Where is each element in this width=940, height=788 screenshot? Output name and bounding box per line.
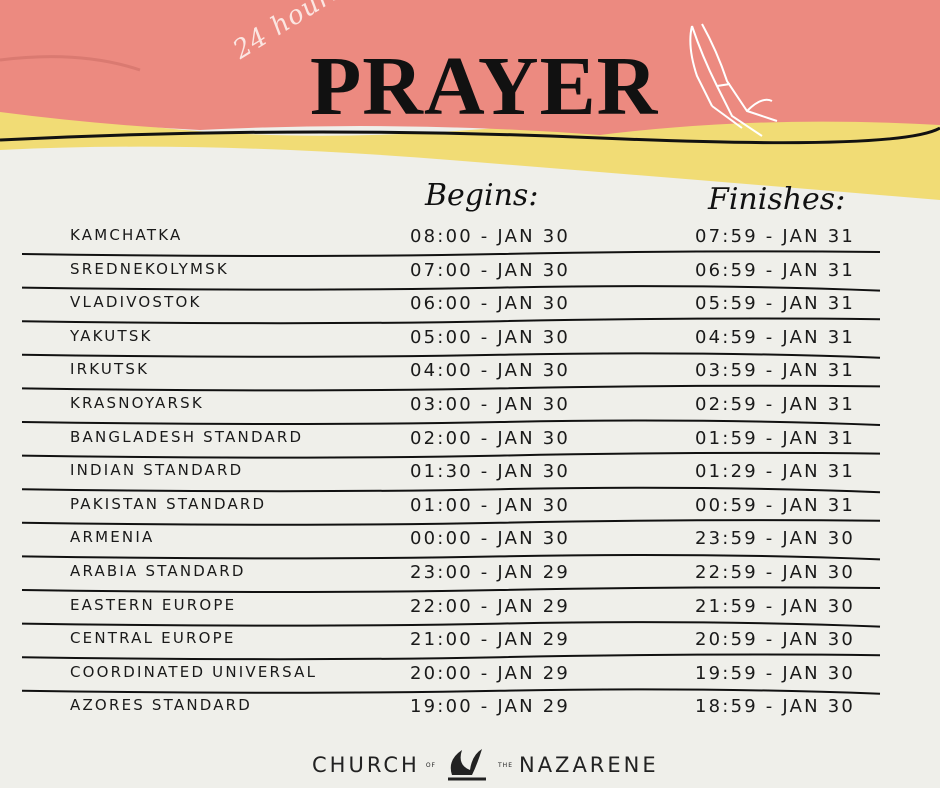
logo-text-of: OF	[425, 761, 437, 769]
begin-time: 22:00 - JAN 29	[410, 595, 571, 617]
table-row	[0, 629, 940, 659]
table-row	[0, 428, 940, 458]
finishes-column-header: Finishes:	[708, 182, 846, 217]
finish-time: 20:59 - JAN 30	[695, 629, 856, 651]
begins-column-header: Begins:	[425, 178, 539, 213]
table-row	[0, 293, 940, 323]
zone-name: YAKUTSK	[70, 326, 153, 345]
finish-time: 07:59 - JAN 31	[695, 226, 856, 247]
page-title: PRAYER	[310, 40, 659, 133]
zone-name: ARABIA STANDARD	[70, 562, 246, 580]
table-row	[0, 663, 940, 693]
begin-time: 23:00 - JAN 29	[410, 562, 571, 583]
finish-time: 23:59 - JAN 30	[695, 528, 856, 550]
table-row	[0, 394, 940, 424]
begin-time: 02:00 - JAN 30	[410, 427, 571, 449]
finish-time: 06:59 - JAN 31	[695, 259, 856, 281]
logo-text-church: CHURCH	[312, 753, 420, 777]
zone-name: BANGLADESH STANDARD	[70, 427, 304, 446]
begin-time: 00:00 - JAN 30	[410, 528, 571, 550]
begin-time: 21:00 - JAN 29	[410, 629, 571, 651]
finish-time: 01:59 - JAN 31	[695, 427, 856, 449]
zone-name: ARMENIA	[70, 528, 155, 547]
finish-time: 21:59 - JAN 30	[695, 595, 856, 617]
table-row	[0, 596, 940, 626]
zone-name: AZORES STANDARD	[70, 696, 253, 715]
begin-time: 05:00 - JAN 30	[410, 326, 571, 348]
zone-name: KAMCHATKA	[70, 226, 183, 244]
finish-time: 18:59 - JAN 30	[695, 696, 856, 718]
finish-time: 03:59 - JAN 31	[695, 360, 856, 382]
finish-time: 22:59 - JAN 30	[695, 562, 856, 583]
table-row	[0, 260, 940, 290]
finish-time: 02:59 - JAN 31	[695, 394, 856, 415]
table-row	[0, 562, 940, 592]
zone-name: EASTERN EUROPE	[70, 595, 237, 614]
table-row	[0, 461, 940, 491]
table-row	[0, 226, 940, 256]
begin-time: 20:00 - JAN 29	[410, 662, 571, 684]
begin-time: 06:00 - JAN 30	[410, 293, 571, 315]
begin-time: 08:00 - JAN 30	[410, 226, 571, 247]
finish-time: 00:59 - JAN 31	[695, 494, 856, 516]
logo-text-the: THE	[498, 761, 513, 769]
begin-time: 07:00 - JAN 30	[410, 259, 571, 281]
zone-name: INDIAN STANDARD	[70, 461, 244, 480]
praying-hands-icon	[672, 16, 787, 141]
zone-name: IRKUTSK	[70, 360, 150, 379]
church-logo	[312, 745, 659, 785]
finish-time: 19:59 - JAN 30	[695, 662, 856, 684]
begin-time: 04:00 - JAN 30	[410, 360, 571, 382]
flame-book-icon	[442, 745, 492, 785]
table-row	[0, 495, 940, 525]
zone-name: VLADIVOSTOK	[70, 293, 202, 312]
begin-time: 01:30 - JAN 30	[410, 461, 571, 483]
finish-time: 05:59 - JAN 31	[695, 293, 856, 315]
zone-name: KRASNOYARSK	[70, 394, 204, 412]
finish-time: 01:29 - JAN 31	[695, 461, 856, 483]
zone-name: PAKISTAN STANDARD	[70, 494, 267, 513]
finish-time: 04:59 - JAN 31	[695, 326, 856, 348]
zone-name: COORDINATED UNIVERSAL	[70, 662, 318, 681]
table-row	[0, 696, 940, 726]
logo-text-nazarene: NAZARENE	[518, 753, 659, 777]
zone-name: SREDNEKOLYMSK	[70, 259, 229, 278]
zone-name: CENTRAL EUROPE	[70, 629, 236, 648]
begin-time: 19:00 - JAN 29	[410, 696, 571, 718]
table-row	[0, 528, 940, 558]
table-row	[0, 360, 940, 390]
table-row	[0, 327, 940, 357]
begin-time: 03:00 - JAN 30	[410, 394, 571, 415]
begin-time: 01:00 - JAN 30	[410, 494, 571, 516]
